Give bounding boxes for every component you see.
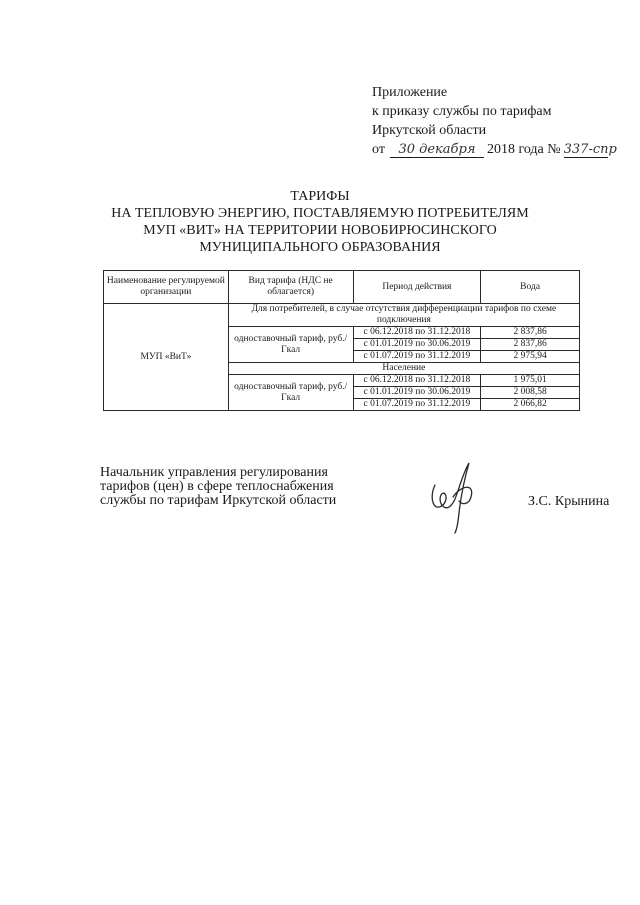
table-header-row bbox=[104, 271, 580, 304]
value-cell: 2 008,58 bbox=[481, 387, 580, 399]
period-cell: с 01.01.2019 по 30.06.2019 bbox=[353, 339, 481, 351]
appendix-order: к приказу службы по тарифам bbox=[372, 104, 552, 119]
value-cell: 2 837,86 bbox=[481, 327, 580, 339]
value-cell: 2 066,82 bbox=[481, 399, 580, 411]
title-line-1: ТАРИФЫ bbox=[290, 189, 350, 204]
signer-position-line-2: тарифов (цен) в сфере теплоснабжения bbox=[100, 479, 334, 494]
value-cell: 2 837,86 bbox=[481, 339, 580, 351]
appendix-date-line bbox=[372, 140, 617, 159]
value-cell: 1 975,01 bbox=[481, 375, 580, 387]
signer-position-line-3: службы по тарифам Иркутской области bbox=[100, 493, 337, 508]
value-cell: 2 975,94 bbox=[481, 351, 580, 363]
document-title bbox=[100, 188, 540, 256]
organization-cell: МУП «ВиТ» bbox=[104, 304, 229, 411]
period-cell: с 06.12.2018 по 31.12.2018 bbox=[353, 375, 481, 387]
period-cell: с 01.07.2019 по 31.12.2019 bbox=[353, 351, 481, 363]
handwritten-date: 30 декабря bbox=[390, 142, 484, 158]
signer-position-line-1: Начальник управления регулирования bbox=[100, 465, 328, 480]
title-line-3: МУП «ВИТ» НА ТЕРРИТОРИИ НОВОБИРЮСИНСКОГО bbox=[143, 223, 497, 238]
title-line-4: МУНИЦИПАЛЬНОГО ОБРАЗОВАНИЯ bbox=[199, 240, 441, 255]
appendix-region: Иркутской области bbox=[372, 123, 487, 138]
signature-block bbox=[100, 466, 336, 508]
group-label-population: Население bbox=[228, 363, 579, 375]
handwritten-signature-icon bbox=[425, 455, 485, 535]
title-line-2: НА ТЕПЛОВУЮ ЭНЕРГИЮ, ПОСТАВЛЯЕМУЮ ПОТРЕБИТЕЛЯМ bbox=[111, 206, 529, 221]
header-water: Вода bbox=[481, 271, 580, 304]
year-text: 2018 года № bbox=[486, 142, 561, 157]
tariff-type-cell: одноставочный тариф, руб./Гкал bbox=[228, 375, 353, 411]
period-cell: с 01.01.2019 по 30.06.2019 bbox=[353, 387, 481, 399]
period-cell: с 01.07.2019 по 31.12.2019 bbox=[353, 399, 481, 411]
period-cell: с 06.12.2018 по 31.12.2018 bbox=[353, 327, 481, 339]
group-label-consumers: Для потребителей, в случае отсутствия дифференциации тарифов по схеме подключения bbox=[228, 304, 579, 327]
signer-name: З.С. Крынина bbox=[528, 494, 610, 509]
header-type: Вид тарифа (НДС не облагается) bbox=[228, 271, 353, 304]
appendix-header bbox=[372, 83, 617, 159]
appendix-title: Приложение bbox=[372, 85, 448, 100]
header-org: Наименование регулируемой организации bbox=[104, 271, 229, 304]
tariff-type-cell: одноставочный тариф, руб./Гкал bbox=[228, 327, 353, 363]
header-period: Период действия bbox=[353, 271, 481, 304]
handwritten-number: 337-спр bbox=[563, 142, 617, 157]
from-label: от bbox=[372, 142, 385, 157]
group-row-consumers bbox=[104, 304, 580, 327]
tariff-table bbox=[103, 270, 580, 411]
